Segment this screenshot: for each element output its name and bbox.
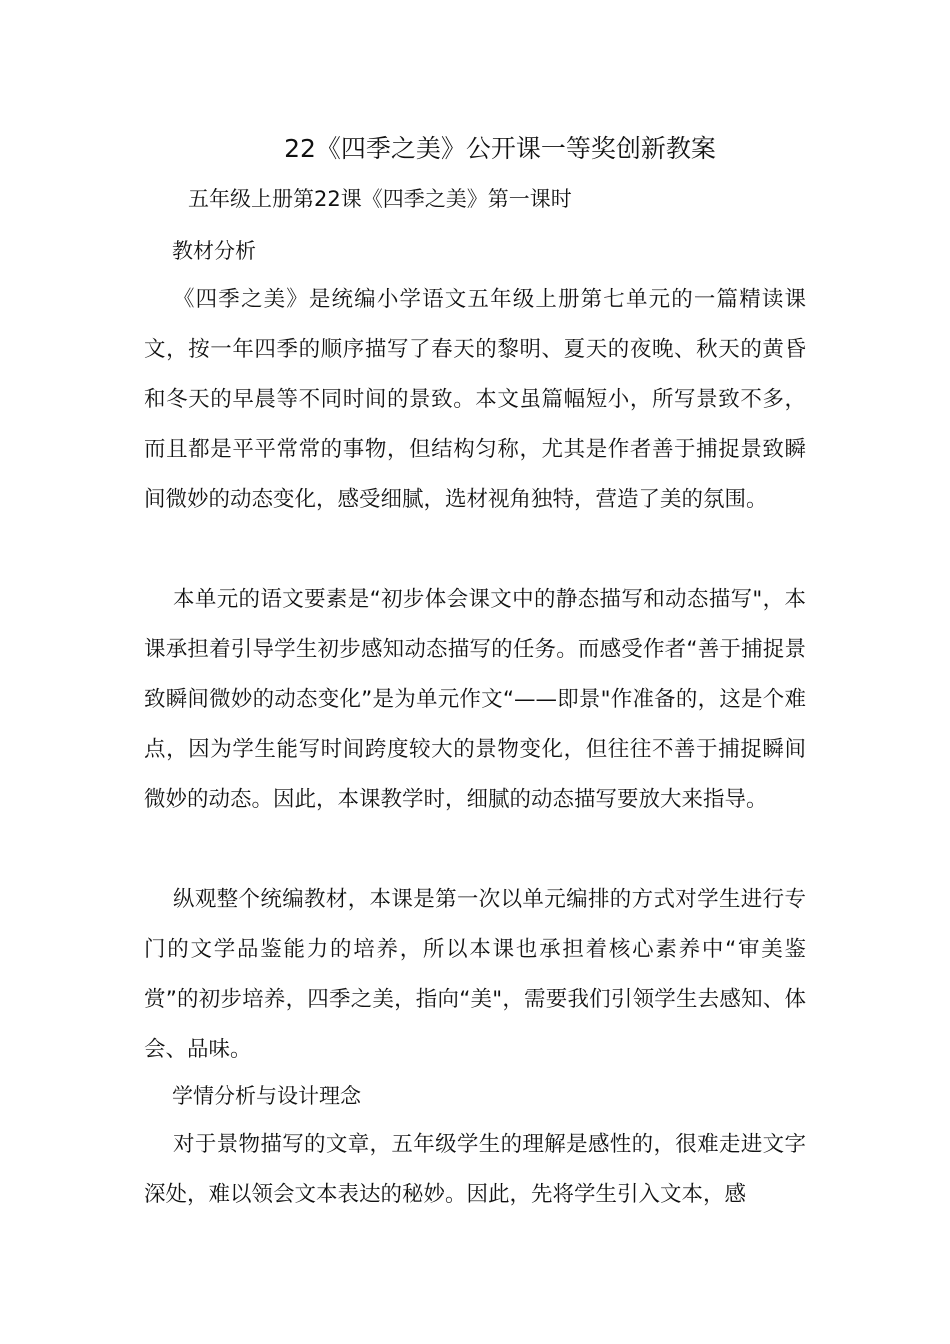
paragraph: 对于景物描写的文章，五年级学生的理解是感性的，很难走进文字深处，难以领会文本表达的秘妙。因此，先将学生引入文本，感: [144, 1132, 806, 1207]
paragraph: 《四季之美》是统编小学语文五年级上册第七单元的一篇精读课文，按一年四季的顺序描写了春天的黎明、夏天的夜晚、秋天的黄昏和冬天的早晨等不同时间的景致。本文虽篇幅短小，所写景致不多，而且都是平平常常的事物，但结构匀称，尤其是作者善于捕捉景致瞬间微妙的动态变化，感受细腻，选材视角独特，营造了美的氛围。: [144, 287, 806, 512]
paragraph: 纵观整个统编教材，本课是第一次以单元编排的方式对学生进行专门的文学品鉴能力的培养，所以本课也承担着核心素养中“审美鉴赏”的初步培养，四季之美，指向“美"，需要我们引领学生去感知、体会、品味。: [144, 887, 806, 1062]
paragraph: 本单元的语文要素是“初步体会课文中的静态描写和动态描写"，本课承担着引导学生初步感知动态描写的任务。而感受作者“善于捕捉景致瞬间微妙的动态变化”是为单元作文“——即景"作准备的，这是个难点，因为学生能写时间跨度较大的景物变化，但往往不善于捕捉瞬间微妙的动态。因此，本课教学时，细腻的动态描写要放大来指导。: [144, 587, 806, 812]
section-heading-textbook-analysis: 教材分析: [172, 239, 256, 263]
document-title: 22《四季之美》公开课一等奖创新教案: [284, 134, 716, 163]
section-heading-learning-analysis: 学情分析与设计理念: [172, 1084, 361, 1108]
document-subtitle: 五年级上册第22课《四季之美》第一课时: [188, 187, 572, 211]
